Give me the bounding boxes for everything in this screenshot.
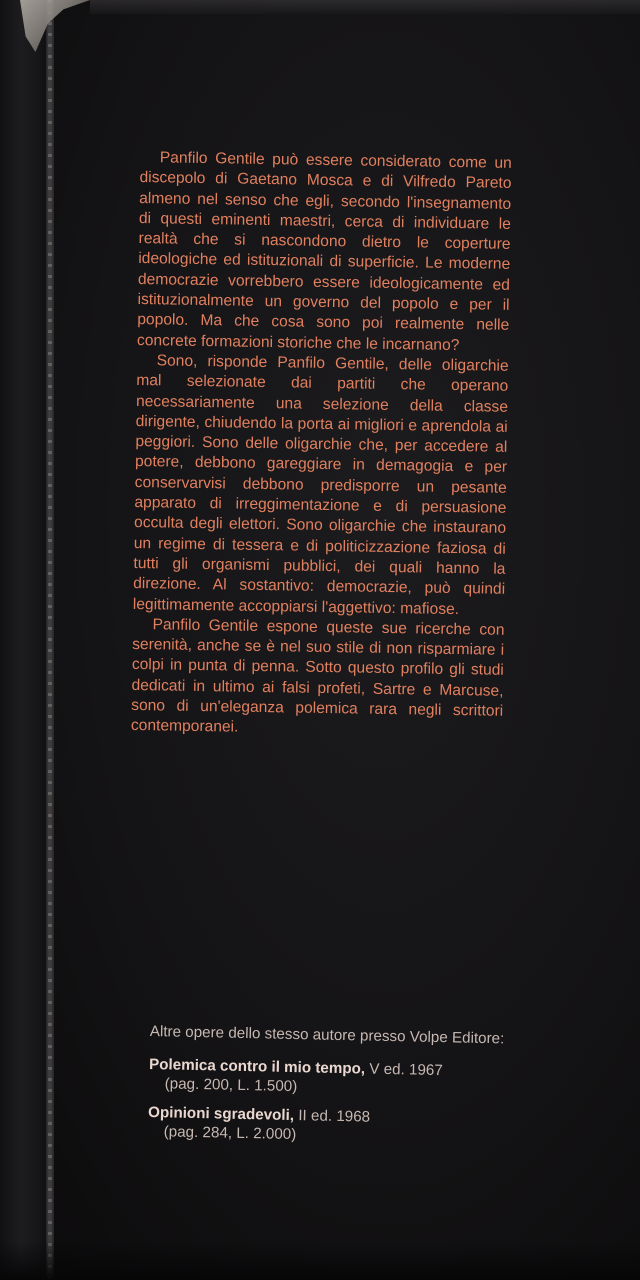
spine-wear-marks	[48, 0, 52, 1280]
other-work-edition: II ed. 1968	[298, 1107, 371, 1126]
other-works-intro: Altre opere dello stesso autore presso Volpe Editore:	[149, 1022, 505, 1048]
other-work-entry	[148, 1103, 511, 1149]
other-work-details: (pag. 284, L. 2.000)	[163, 1123, 297, 1144]
blurb-paragraph: Panfilo Gentile espone queste sue ricerche con serenità, anche se è nel suo stile di non risparmiare i colpi in punta di penna. Sotto questo profilo gli studi dedicati in ultimo ai falsi profeti, Sartre e Marcuse, sono di un'eleganza polemica rara negli scrittori contemporanei.	[130, 616, 505, 736]
book-spine	[0, 0, 52, 1280]
other-work-edition: V ed. 1967	[369, 1060, 443, 1080]
blurb-text	[131, 148, 512, 742]
other-work-title: Opinioni sgradevoli,	[147, 1103, 295, 1125]
other-work-entry	[149, 1055, 512, 1101]
blurb-paragraph: Sono, risponde Panfilo Gentile, delle oligarchie mal selezionate dai partiti che operano necessariamente una selezione della classe dirigente, chiudendo la porta ai migliori e aprendola ai peggiori. Sono delle oligarchie che, per accedere al potere, debbono gareggiare in demagogia e per conservarvisi debbono predisporre un pesante apparato di irreggimentazione e di persuasione occulta degli elettori. Sono oligarchie che instaurano un regime di tessera e di politicizzazione faziosa di tutti gli organismi pubblici, dei quali hanno la direzione. Al sostantivo: democrazie, può quindi legittimamente accoppiarsi l'aggettivo: mafiose.	[132, 352, 509, 618]
other-works-section	[147, 1022, 512, 1159]
bottom-cover-edge	[0, 1240, 640, 1280]
other-work-details: (pag. 200, L. 1.500)	[164, 1075, 298, 1096]
other-work-title: Polemica contro il mio tempo,	[148, 1055, 366, 1078]
top-cover-edge	[90, 0, 640, 14]
blurb-paragraph: Panfilo Gentile può essere considerato come un discepolo di Gaetano Mosca e di Vilfredo Pareto almeno nel senso che egli, secondo l'insegnamento di questi eminenti maestri, cerca di individuare le realtà che si nascondono dietro le coperture ideologiche ed istituzionali di superficie. Le moderne democrazie vorrebbero essere ideologicamente ed istituzionalmente un governo del popolo e per il popolo. Ma che cosa sono poi realmente nelle concrete formazioni storiche che le incarnano?	[136, 149, 512, 354]
torn-corner	[20, 0, 90, 52]
